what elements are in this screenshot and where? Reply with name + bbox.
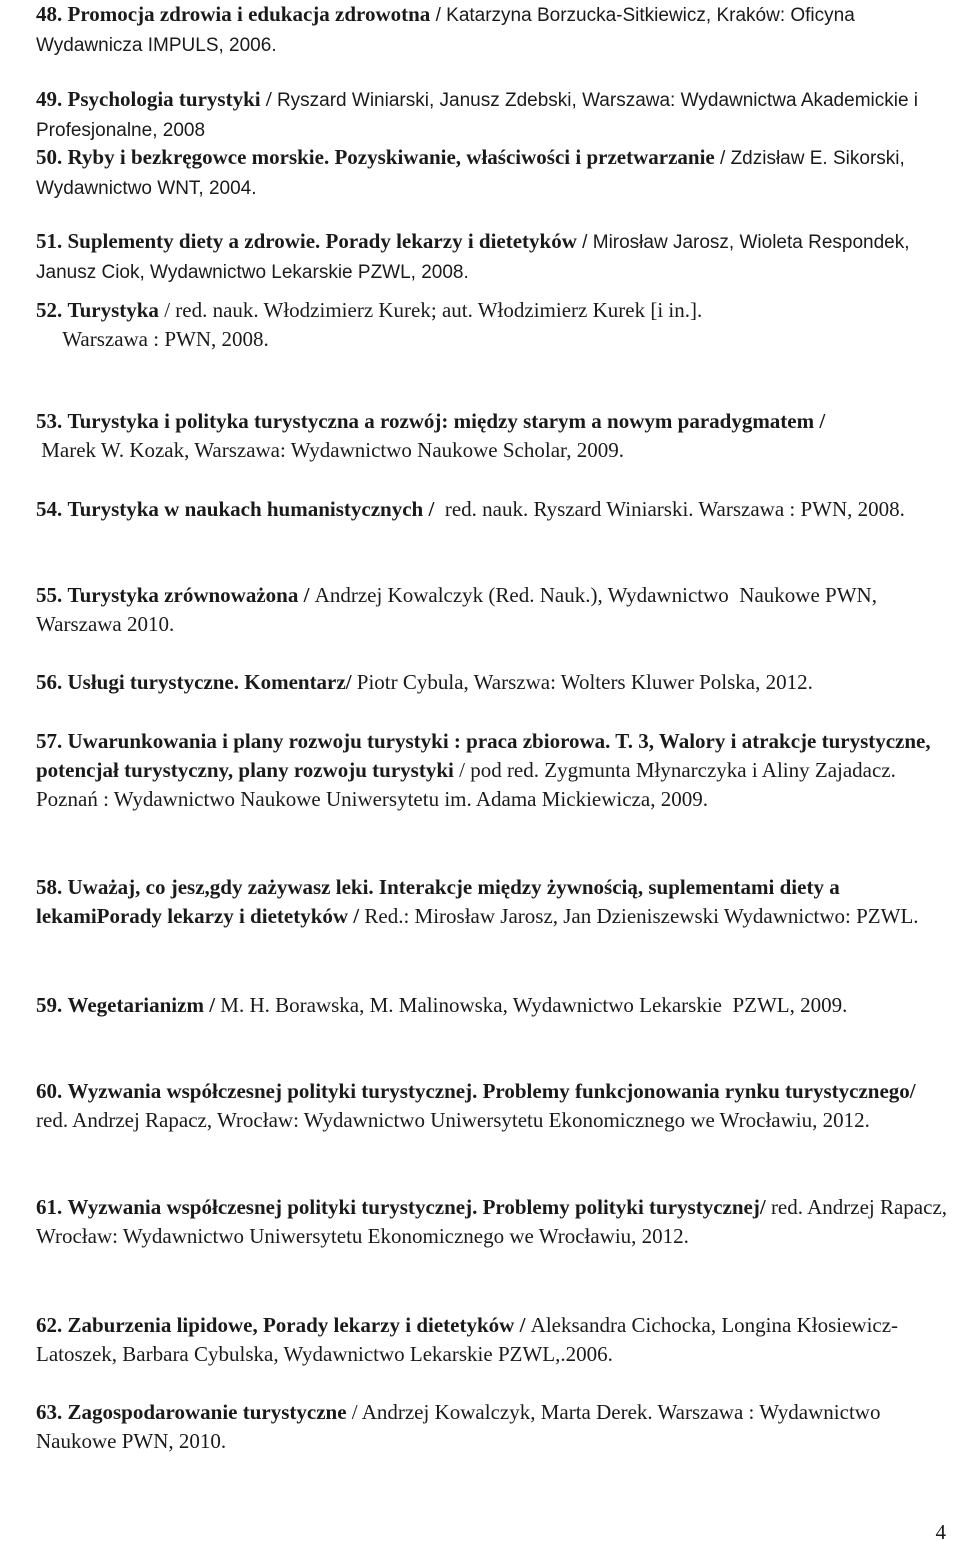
entry-title: Uważaj, co jesz,gdy zażywasz leki. Interakcje między żywnością, suplementami diety a lekamiPorady lekarzy i dietetyków / bbox=[36, 875, 845, 928]
entry-details: Piotr Cybula, Warszwa: Wolters Kluwer Polska, 2012. bbox=[351, 670, 813, 694]
entry-details: Marek W. Kozak, Warszawa: Wydawnictwo Naukowe Scholar, 2009. bbox=[36, 438, 624, 462]
entry-number: 62. bbox=[36, 1313, 63, 1337]
bibliography-entry bbox=[36, 143, 948, 203]
entry-title: Zaburzenia lipidowe, Porady lekarzy i dietetyków / bbox=[67, 1313, 531, 1337]
entry-number: 63. bbox=[36, 1400, 63, 1424]
entry-title: Turystyka w naukach humanistycznych / bbox=[67, 497, 440, 521]
entry-details: Ryszard Winiarski, Janusz Zdebski, Warszawa: Wydawnictwa Akademickie i Profesjonalne, 2008 bbox=[36, 90, 924, 141]
entry-number: 53. bbox=[36, 409, 63, 433]
bibliography-entry bbox=[36, 991, 948, 1020]
entry-details: / Katarzyna Borzucka-Sitkiewicz, Kraków: Oficyna Wydawnicza IMPULS, 2006. bbox=[36, 5, 866, 56]
entry-title: Wegetarianizm / bbox=[67, 993, 221, 1017]
entry-title: Turystyka bbox=[67, 298, 159, 322]
entry-number: 49. bbox=[36, 87, 63, 111]
bibliography-entry bbox=[36, 407, 948, 465]
entry-number: 55. bbox=[36, 583, 63, 607]
entry-title: Zagospodarowanie turystyczne bbox=[67, 1400, 347, 1424]
entry-details: red. nauk. Ryszard Winiarski. Warszawa : PWN, 2008. bbox=[439, 497, 905, 521]
bibliography-entry bbox=[36, 85, 948, 145]
entry-number: 57. bbox=[36, 729, 63, 753]
entry-title: Ryby i bezkręgowce morskie. Pozyskiwanie, właściwości i przetwarzanie bbox=[67, 145, 715, 169]
bibliography-entry bbox=[36, 581, 948, 639]
entry-details: / Zdzisław E. Sikorski, Wydawnictwo WNT, 2004. bbox=[36, 148, 911, 199]
bibliography-entry bbox=[36, 1311, 948, 1369]
entry-number: 52. bbox=[36, 298, 63, 322]
bibliography-entry bbox=[36, 0, 948, 60]
entry-details: / Mirosław Jarosz, Wioleta Respondek, Janusz Ciok, Wydawnictwo Lekarskie PZWL, 2008. bbox=[36, 232, 915, 283]
bibliography-entry bbox=[36, 668, 948, 697]
entry-number: 54. bbox=[36, 497, 63, 521]
entry-title: Suplementy diety a zdrowie. Porady lekarzy i dietetyków bbox=[67, 229, 577, 253]
bibliography-entry bbox=[36, 495, 948, 524]
entry-details: / Andrzej Kowalczyk, Marta Derek. Warszawa : Wydawnictwo Naukowe PWN, 2010. bbox=[36, 1400, 886, 1453]
entry-details: M. H. Borawska, M. Malinowska, Wydawnictwo Lekarskie PZWL, 2009. bbox=[220, 993, 848, 1017]
entry-details: / pod red. Zygmunta Młynarczyka i Aliny Zajadacz. Poznań : Wydawnictwo Naukowe Uniwersytetu im. Adama Mickiewicza, 2009. bbox=[36, 758, 902, 811]
entry-details: Aleksandra Cichocka, Longina Kłosiewicz-Latoszek, Barbara Cybulska, Wydawnictwo Lekarskie PZWL,.2006. bbox=[36, 1313, 899, 1366]
entry-number: 51. bbox=[36, 229, 63, 253]
bibliography-entry bbox=[36, 227, 948, 287]
entry-details: red. Andrzej Rapacz, Wrocław: Wydawnictwo Uniwersytetu Ekonomicznego we Wrocławiu, 2012. bbox=[36, 1079, 921, 1132]
bibliography-entry bbox=[36, 727, 948, 814]
entry-number: 50. bbox=[36, 145, 63, 169]
bibliography-entry bbox=[36, 873, 948, 931]
entry-title: Uwarunkowania i plany rozwoju turystyki : praca zbiorowa. T. 3, Walory i atrakcje turystyczne, potencjał turystyczny, plany rozwoju turystyki bbox=[36, 729, 936, 782]
bibliography-entry bbox=[36, 1077, 948, 1135]
bibliography-entry bbox=[36, 296, 948, 354]
entry-title: Turystyka i polityka turystyczna a rozwój: między starym a nowym paradygmatem / bbox=[67, 409, 826, 433]
entry-number: 59. bbox=[36, 993, 63, 1017]
entry-details: Warszawa : PWN, 2008. bbox=[36, 327, 269, 351]
entry-title: Turystyka zrównoważona / bbox=[67, 583, 315, 607]
entry-number: 58. bbox=[36, 875, 63, 899]
entry-title: Usługi turystyczne. Komentarz/ bbox=[67, 670, 352, 694]
entry-details: red. Andrzej Rapacz, Wrocław: Wydawnictwo Uniwersytetu Ekonomicznego we Wrocławiu, 2012. bbox=[36, 1195, 952, 1248]
entry-title: Psychologia turystyki / bbox=[67, 87, 277, 111]
bibliography-entry bbox=[36, 1398, 948, 1456]
entry-number: 61. bbox=[36, 1195, 63, 1219]
entry-number: 56. bbox=[36, 670, 63, 694]
page-number: 4 bbox=[935, 1520, 946, 1544]
entry-title: Promocja zdrowia i edukacja zdrowotna bbox=[67, 2, 431, 26]
entry-details: Red.: Mirosław Jarosz, Jan Dzieniszewski Wydawnictwo: PZWL. bbox=[364, 904, 919, 928]
entry-title: Wyzwania współczesnej polityki turystycznej. Problemy polityki turystycznej/ bbox=[67, 1195, 766, 1219]
entry-details: Andrzej Kowalczyk (Red. Nauk.), Wydawnictwo Naukowe PWN, Warszawa 2010. bbox=[36, 583, 882, 636]
entry-number: 60. bbox=[36, 1079, 63, 1103]
entry-number: 48. bbox=[36, 2, 63, 26]
bibliography-entry bbox=[36, 1193, 952, 1251]
entry-details: / red. nauk. Włodzimierz Kurek; aut. Włodzimierz Kurek [i in.]. bbox=[158, 298, 703, 322]
entry-title: Wyzwania współczesnej polityki turystycznej. Problemy funkcjonowania rynku turystycznego/ bbox=[67, 1079, 916, 1103]
